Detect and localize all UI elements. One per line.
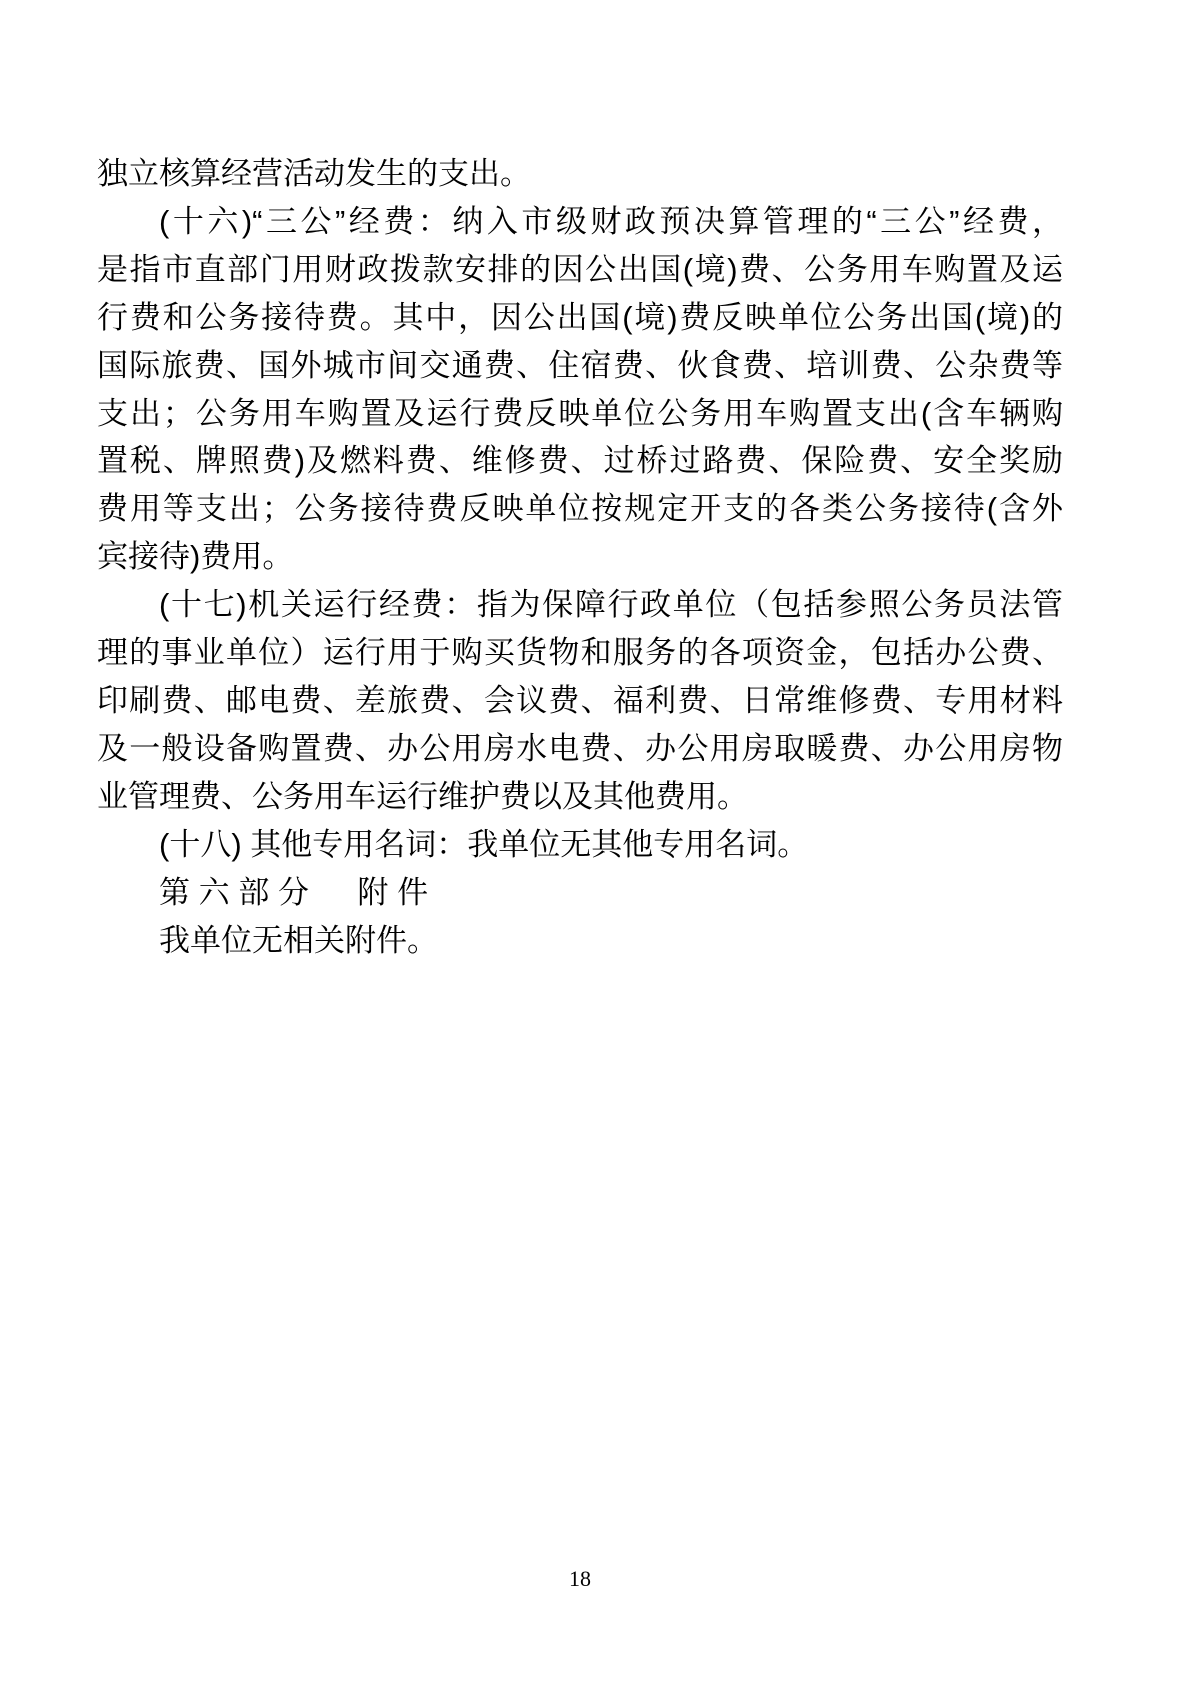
text-line: 理的事业单位）运行用于购买货物和服务的各项资金，包括办公费、 [97, 635, 1063, 671]
text-line: 印刷费、邮电费、差旅费、会议费、福利费、日常维修费、专用材料 [97, 682, 1063, 718]
page-number: 18 [569, 1566, 591, 1591]
text-line: 费用等支出；公务接待费反映单位按规定开支的各类公务接待(含外 [97, 491, 1063, 527]
text-line: 我单位无相关附件。 [159, 922, 438, 958]
text-line: 支出；公务用车购置及运行费反映单位公务用车购置支出(含车辆购 [97, 395, 1063, 431]
text-line: 独立核算经营活动发生的支出。 [97, 156, 531, 191]
document-body [97, 150, 1063, 964]
text-line: (十七)机关运行经费：指为保障行政单位（包括参照公务员法管 [159, 587, 1063, 623]
text-line: 及一般设备购置费、办公用房水电费、办公用房取暖费、办公用房物 [97, 730, 1063, 766]
text-line: 宾接待)费用。 [97, 539, 294, 575]
text-line: 置税、牌照费)及燃料费、维修费、过桥过路费、保险费、安全奖励 [97, 443, 1063, 479]
text-line: (十六)“三公”经费：纳入市级财政预决算管理的“三公”经费， [159, 203, 1063, 239]
text-line: 第六部分 附件 [159, 874, 437, 910]
text-line: 行费和公务接待费。其中，因公出国(境)费反映单位公务出国(境)的 [97, 299, 1063, 335]
text-line: 业管理费、公务用车运行维护费以及其他费用。 [97, 778, 748, 814]
text-line: 国际旅费、国外城市间交通费、住宿费、伙食费、培训费、公杂费等 [97, 347, 1063, 383]
text-line: 是指市直部门用财政拨款安排的因公出国(境)费、公务用车购置及运 [97, 251, 1063, 287]
text-line: (十八) 其他专用名词：我单位无其他专用名词。 [159, 826, 809, 862]
